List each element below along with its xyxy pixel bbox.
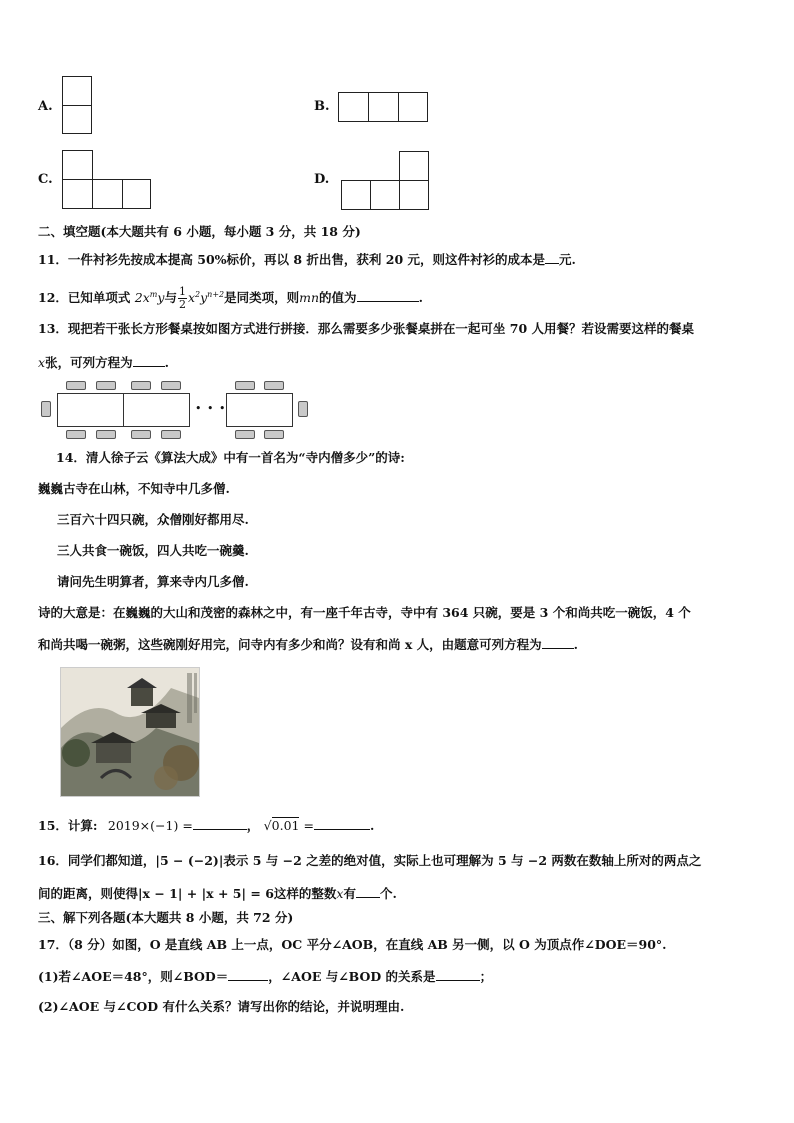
q11-text: 11．一件衬衫先按成本提高 50%标价，再以 8 折出售，获利 20 元，则这件衬衫的成本是: [38, 252, 546, 267]
q11-tail: 元.: [559, 252, 576, 267]
ellipsis: • • •: [195, 402, 227, 415]
q12-fraction: $\frac{1}{2}$: [178, 285, 186, 312]
q12-term2: $x^2y^{n+2}$: [187, 290, 225, 306]
square-d4: [399, 180, 429, 210]
option-c-label: C.: [38, 172, 53, 187]
poem-line-1: 巍巍古寺在山林，不知寺中几多僧.: [38, 481, 230, 496]
square-b1: [338, 92, 369, 122]
seat: [96, 381, 116, 390]
q16-line2c: 个.: [379, 886, 397, 901]
square-a1: [62, 76, 92, 106]
question-16-line-2: [38, 885, 397, 902]
q17-blank-2: [436, 968, 480, 981]
table: [57, 393, 124, 427]
question-14-intro: 14．清人徐子云《算法大成》中有一首名为“寺内僧多少”的诗:: [56, 450, 405, 465]
poem-meaning-line-1: 诗的大意是：在巍巍的大山和茂密的森林之中，有一座千年古寺，寺中有 364 只碗，要是 3 个和尚共吃一碗饭，4 个: [38, 605, 691, 620]
seat: [41, 401, 51, 417]
q17-part1c: ；: [479, 969, 493, 984]
question-13-line-1: 13．现把若干张长方形餐桌按如图方式进行拼接．那么需要多少张餐桌拼在一起可坐 70 人用餐？若设需要这样的餐桌: [38, 321, 694, 336]
seat: [264, 430, 284, 439]
seat: [235, 430, 255, 439]
seat: [131, 381, 151, 390]
q15-blank-1: [193, 817, 247, 830]
q17-part1a: (1)若∠AOE＝48°，则∠BOD＝: [38, 969, 229, 984]
q13-var: x: [38, 355, 46, 370]
square-c4: [122, 179, 151, 209]
q12-num: 12．已知单项式: [38, 290, 131, 306]
q15-radicand: 0.01: [271, 818, 300, 833]
q12-term1: $2x^my$: [134, 290, 165, 306]
q17-blank-1: [228, 968, 268, 981]
question-16-line-1: 16．同学们都知道，|5 − (−2)|表示 5 与 −2 之差的绝对值，实际上也可理解为 5 与 −2 两数在数轴上所对的两点之: [38, 853, 702, 868]
question-12: 12．已知单项式 $2x^my$与 $\frac{1}{2}$ $x^2y^{n+2}$是同类项，则mn的值为 .: [38, 285, 423, 312]
question-17-line-1: 17．（8 分）如图，O 是直线 AB 上一点，OC 平分∠AOB，在直线 AB 另一侧，以 O 为顶点作∠DOE＝90°.: [38, 937, 667, 952]
seat: [66, 430, 86, 439]
square-d2: [341, 180, 371, 210]
question-15: 15．计算: 2019×(−1) = ， √0.01 = .: [38, 818, 375, 833]
q12-mid: 是同类项，则: [224, 290, 300, 306]
q12-mn: mn: [299, 290, 320, 306]
q15-eq: =: [303, 818, 314, 833]
seat: [161, 430, 181, 439]
square-a2: [62, 105, 92, 134]
option-d-label: D.: [314, 172, 330, 187]
temple-painting-svg: [61, 668, 199, 796]
square-c2: [62, 179, 93, 209]
square-b2: [368, 92, 399, 122]
meaning2-text: 和尚共喝一碗粥，这些碗刚好用完，问寺内有多少和尚？设有和尚 x 人，由题意可列方程为: [38, 637, 542, 652]
section-2-title: 二、填空题(本大题共有 6 小题，每小题 3 分，共 18 分): [38, 224, 361, 239]
temple-painting: [60, 667, 200, 797]
seat: [264, 381, 284, 390]
seat: [235, 381, 255, 390]
q13-line2-text: 张，可列方程为: [45, 355, 133, 370]
square-d3: [370, 180, 400, 210]
seat: [66, 381, 86, 390]
poem-meaning-line-2: 和尚共喝一碗粥，这些碗刚好用完，问寺内有多少和尚？设有和尚 x 人，由题意可列方程为 .: [38, 637, 579, 652]
q12-blank: [357, 289, 419, 302]
section-3-title: 三、解下列各题(本大题共 8 小题，共 72 分): [38, 910, 294, 925]
square-c1: [62, 150, 93, 180]
q15-blank-2: [314, 817, 370, 830]
q15-sqrt: √0.01 =: [263, 818, 314, 833]
poem-line-2: 三百六十四只碗，众僧刚好都用尽.: [57, 512, 249, 527]
question-11: [38, 251, 576, 268]
q16-line2a: 间的距离，则使得|x − 1| + |x + 5| = 6这样的整数: [38, 886, 337, 901]
table: [123, 393, 190, 427]
option-b-label: B.: [314, 99, 330, 114]
q15-label: 15．计算:: [38, 818, 98, 833]
q16-var: x: [336, 886, 344, 901]
square-b3: [398, 92, 428, 122]
question-17-part-2: (2)∠AOE 与∠COD 有什么关系？请写出你的结论，并说明理由.: [38, 999, 405, 1014]
option-a-label: A.: [38, 99, 53, 114]
question-17-part-1: [38, 968, 492, 985]
q17-part1b: ，∠AOE 与∠BOD 的关系是: [268, 969, 436, 984]
seat: [298, 401, 308, 417]
square-c3: [92, 179, 123, 209]
square-d1: [399, 151, 429, 181]
seat: [96, 430, 116, 439]
q16-blank: [356, 885, 380, 898]
q16-line2b: 有: [343, 886, 356, 901]
q12-yu: 与: [164, 290, 177, 306]
poem-line-4: 请问先生明算者，算来寺内几多僧.: [57, 574, 249, 589]
poem-line-3: 三人共食一碗饭，四人共吃一碗羹.: [57, 543, 249, 558]
q15-sep: ，: [246, 818, 260, 833]
question-13-line-2: x张，可列方程为 .: [38, 355, 169, 370]
q15-expr1: 2019×(−1) =: [107, 818, 193, 833]
q13-blank: [133, 354, 165, 367]
table: [226, 393, 293, 427]
q12-tail: 的值为: [319, 290, 357, 306]
q14-blank: [542, 636, 574, 649]
q11-blank: [545, 251, 559, 264]
seat: [161, 381, 181, 390]
seat: [131, 430, 151, 439]
